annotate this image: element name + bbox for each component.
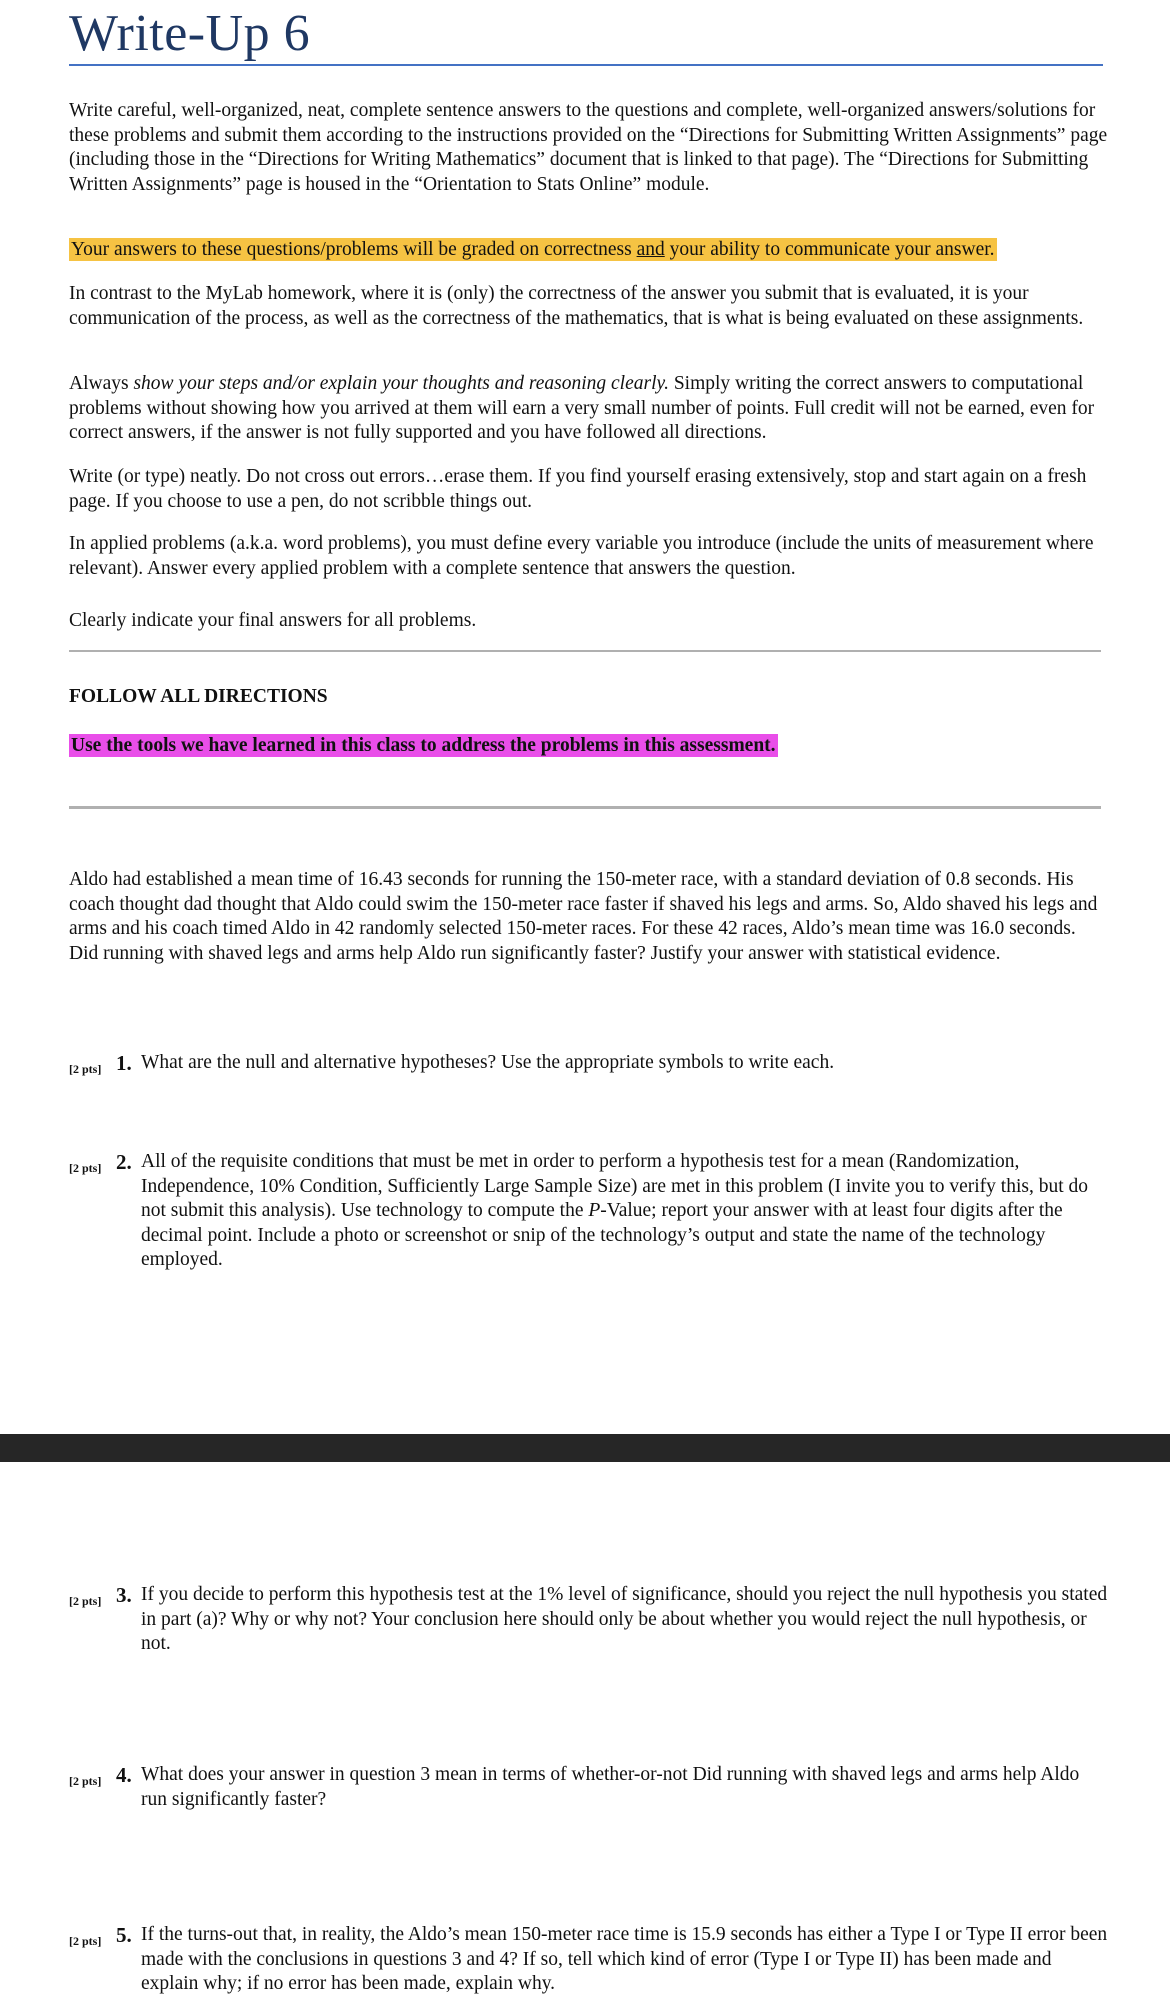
question-5-points: [2 pts]	[69, 1934, 102, 1948]
directions-heading: FOLLOW ALL DIRECTIONS	[69, 686, 328, 707]
section-divider-1	[69, 650, 1101, 652]
question-3-points: [2 pts]	[69, 1594, 102, 1608]
question-2-text	[141, 1150, 1109, 1273]
p4-italic: show your steps and/or explain your thoughts and reasoning clearly.	[133, 373, 669, 394]
question-4-number: 4.	[116, 1763, 132, 1787]
question-2-text-end: -Value; report your answer with at least four digits after the decimal point. Include a photo or screenshot or snip of the technology’s output and state the name of the technology employed.	[141, 1200, 1063, 1270]
question-2-text-start: All of the requisite conditions that must be met in order to perform a hypothesis test for a mean (Randomization, Independence, 10% Condition, Sufficiently Large Sample Size) are met in this problem (I invite you to verify this, but do not submit this analysis). Use technology to compute the	[141, 1151, 1088, 1221]
question-1-points: [2 pts]	[69, 1062, 102, 1076]
p4-end: Simply writing the correct answers to computational problems without showing how you arrived at them will earn a very small number of points. Full credit will not be earned, even for correct answers, if the answer is not fully supported and you have followed all directions.	[69, 373, 1095, 443]
question-4-text: What does your answer in question 3 mean in terms of whether-or-not Did running with shaved legs and arms help Aldo run significantly faster?	[141, 1764, 1080, 1810]
intro-paragraph-3: In contrast to the MyLab homework, where it is (only) the correctness of the answer you submit that is evaluated, it is your communication of the process, as well as the correctness of the mathematics, that is what is being evaluated on these assignments.	[69, 283, 1084, 329]
tools-highlight: Use the tools we have learned in this class to address the problems in this assessment.	[71, 735, 776, 756]
page-break-band	[0, 1434, 1170, 1462]
grading-text-and: and	[636, 239, 665, 260]
tools-note	[69, 734, 1109, 759]
question-4	[69, 1763, 1109, 1812]
intro-paragraph-5: Write (or type) neatly. Do not cross out errors…erase them. If you find yourself erasing extensively, stop and start again on a fresh page. If you choose to use a pen, do not scribble things out.	[69, 466, 1087, 512]
section-divider-2	[69, 806, 1101, 809]
question-1	[69, 1051, 1109, 1082]
question-5-text: If the turns-out that, in reality, the Aldo’s mean 150-meter race time is 15.9 seconds has either a Type I or Type II error been made with the conclusions in questions 3 and 4? If so, tell which kind of error (Type I or Type II) has been made and explain why; if no error has been made, explain why.	[141, 1924, 1108, 1994]
question-2-number: 2.	[116, 1150, 132, 1174]
p4-start: Always	[69, 373, 134, 394]
intro-paragraph-1: Write careful, well-organized, neat, complete sentence answers to the questions and complete, well-organized answers/solutions for these problems and submit them according to the instructions provided on the “Directions for Submitting Written Assignments” page (including those in the “Directions for Writing Mathematics” document that is linked to that page). The “Directions for Submitting Written Assignments” page is housed in the “Orientation to Stats Online” module.	[69, 100, 1108, 195]
problem-statement: Aldo had established a mean time of 16.43 seconds for running the 150-meter race, with a standard deviation of 0.8 seconds. His coach thought dad thought that Aldo could swim the 150-meter race faster if shaved his legs and arms. So, Aldo shaved his legs and arms and his coach timed Aldo in 42 randomly selected 150-meter races. For these 42 races, Aldo’s mean time was 16.0 seconds. Did running with shaved legs and arms help Aldo run significantly faster? Justify your answer with statistical evidence.	[69, 869, 1098, 964]
question-4-points: [2 pts]	[69, 1774, 102, 1788]
question-5-number: 5.	[116, 1923, 132, 1947]
question-1-number: 1.	[116, 1051, 132, 1075]
intro-paragraph-6: In applied problems (a.k.a. word problems), you must define every variable you introduce (include the units of measurement where relevant). Answer every applied problem with a complete sentence that answers the question.	[69, 533, 1094, 579]
question-1-text: What are the null and alternative hypotheses? Use the appropriate symbols to write each.	[141, 1052, 835, 1073]
grading-text-end: your ability to communicate your answer.	[664, 239, 995, 260]
question-3	[69, 1583, 1109, 1657]
intro-paragraph-4	[69, 372, 1109, 446]
question-5	[69, 1923, 1109, 1997]
title-underline	[69, 64, 1103, 66]
grading-note	[69, 238, 1109, 263]
page-title: Write-Up 6	[69, 5, 311, 62]
grading-highlight	[69, 238, 997, 261]
question-2-italic-p: P	[588, 1200, 601, 1221]
question-2-points: [2 pts]	[69, 1161, 102, 1175]
question-3-text: If you decide to perform this hypothesis test at the 1% level of significance, should you reject the null hypothesis you stated in part (a)? Why or why not? Your conclusion here should only be about whether you would reject the null hypothesis, or not.	[141, 1584, 1108, 1654]
intro-paragraph-7: Clearly indicate your final answers for all problems.	[69, 610, 477, 631]
grading-text-start: Your answers to these questions/problems will be graded on correctness	[71, 239, 637, 260]
question-2	[69, 1150, 1109, 1273]
question-3-number: 3.	[116, 1583, 132, 1607]
